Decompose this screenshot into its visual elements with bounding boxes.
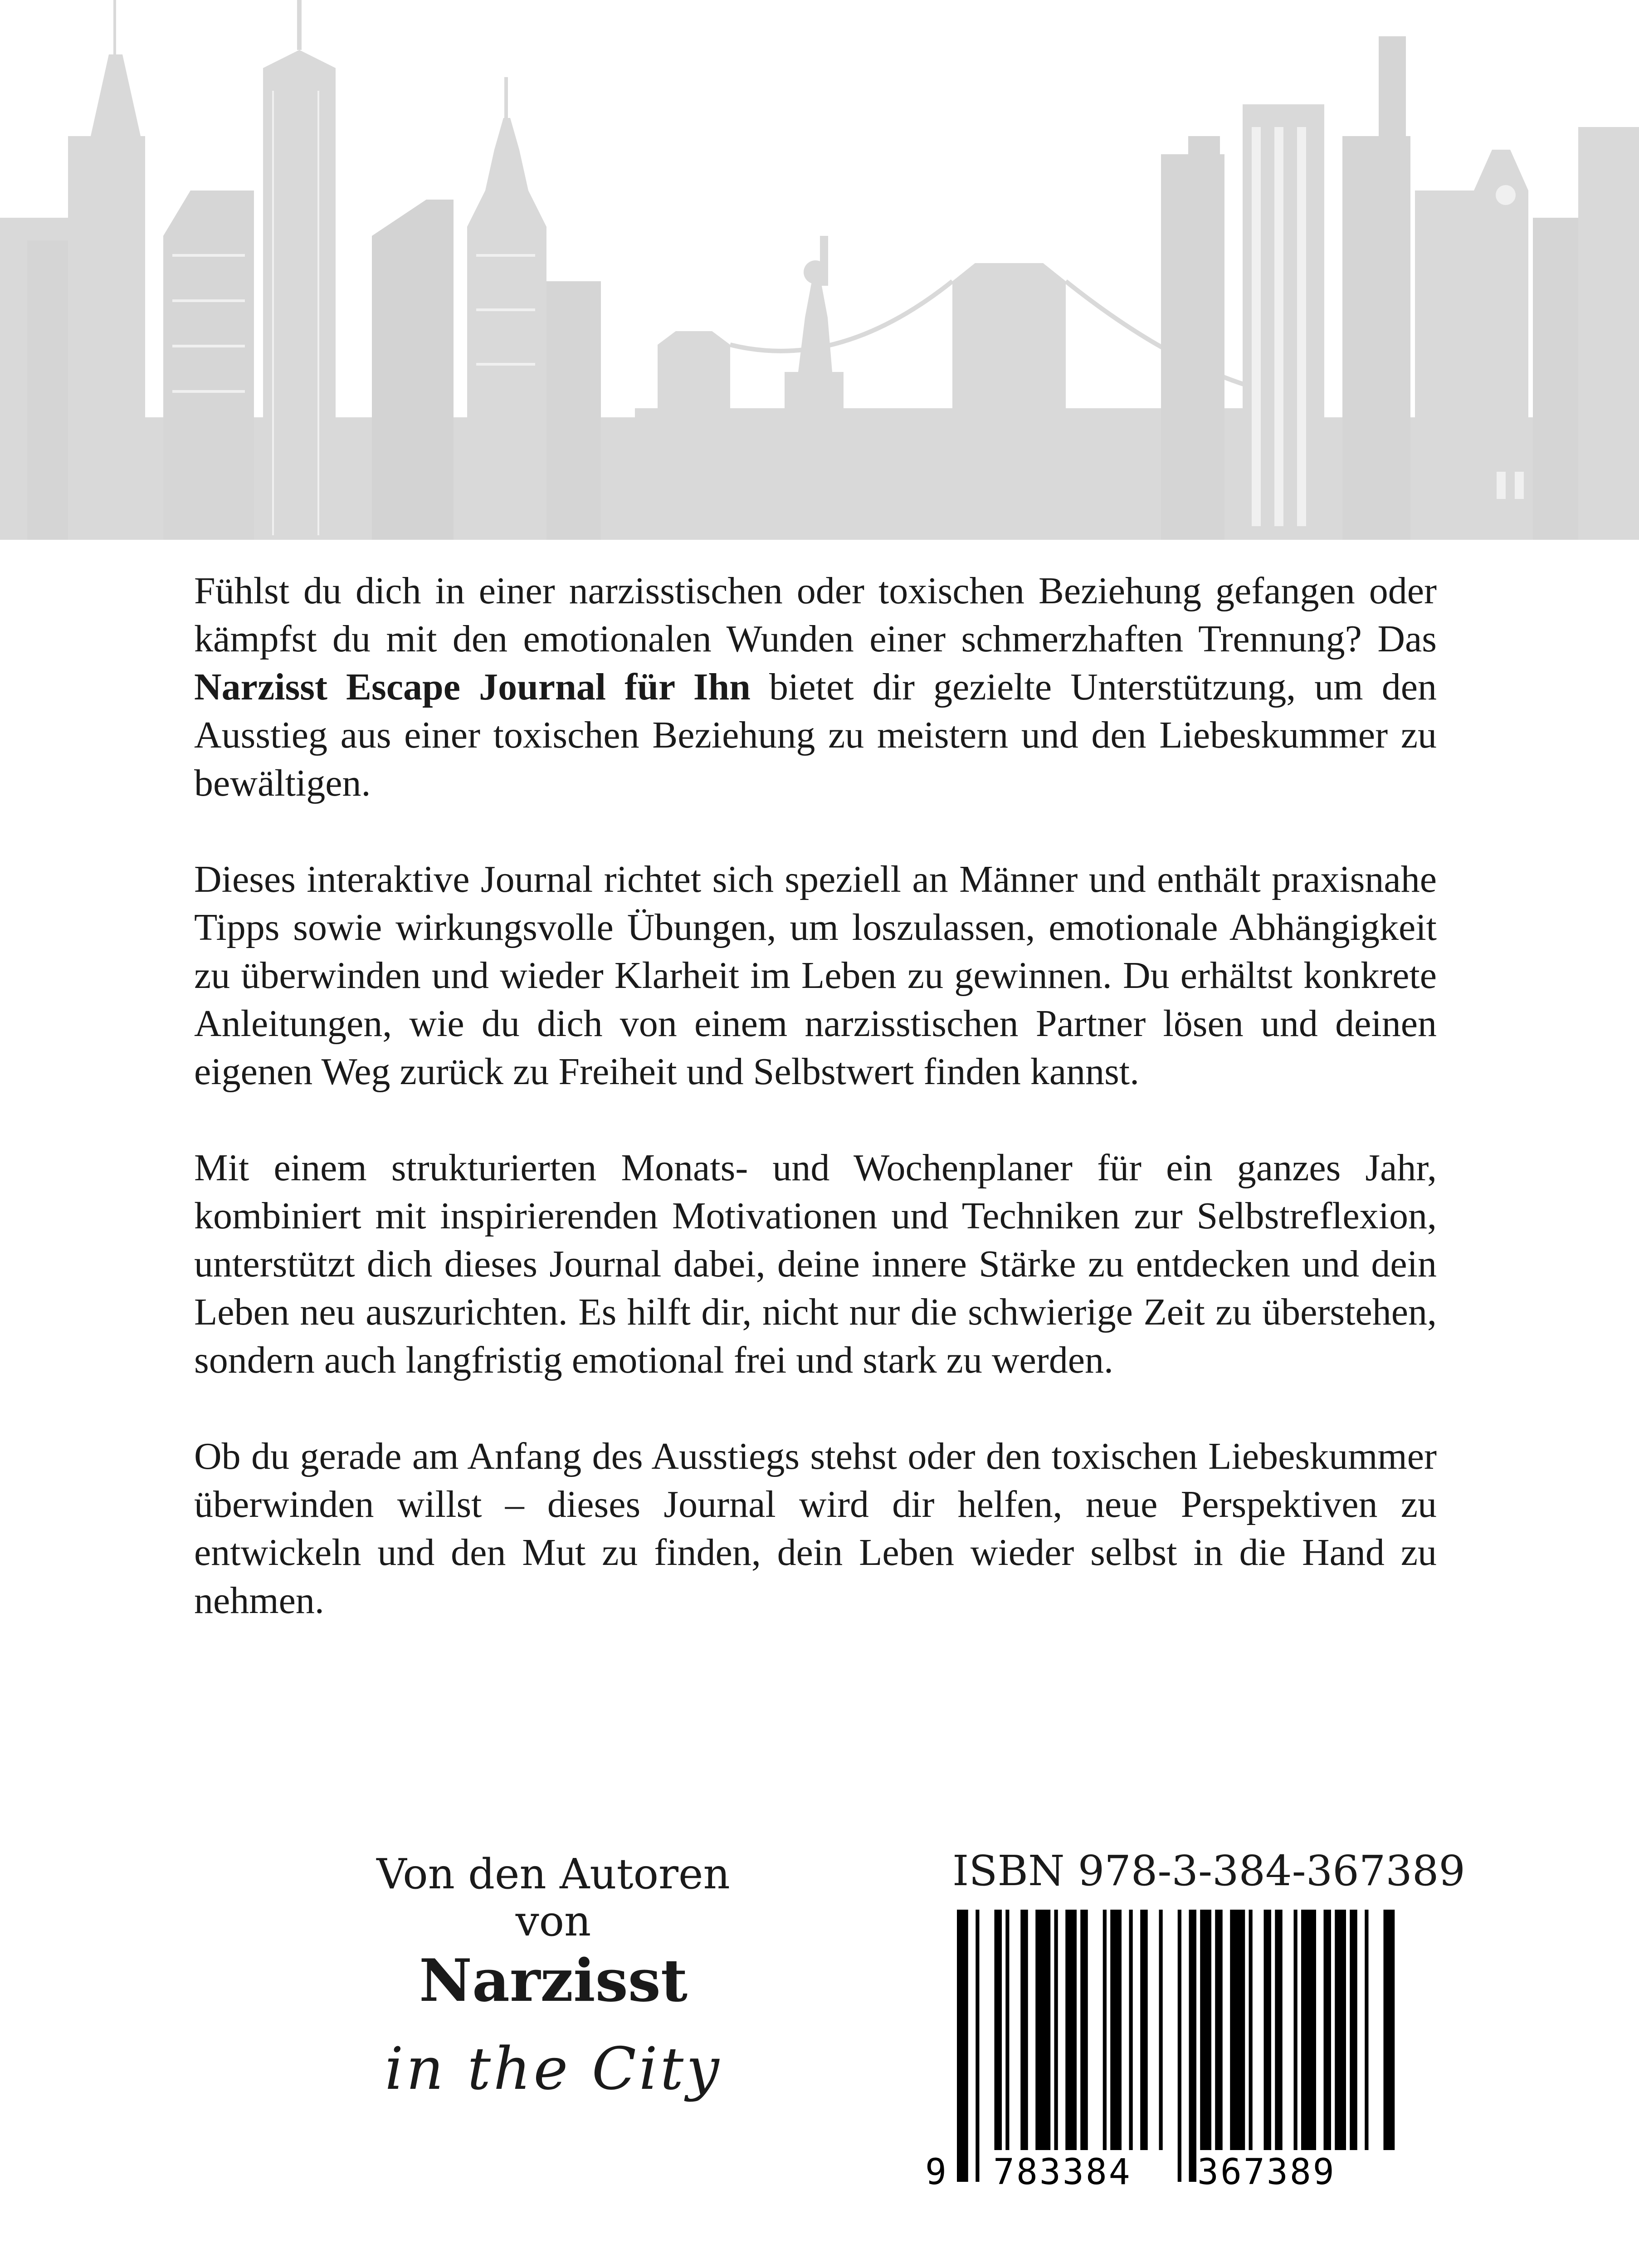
barcode-bar (1159, 1910, 1163, 2150)
barcode-digits-right: 367389 (1197, 2152, 1336, 2191)
authors-logo (327, 1851, 780, 2115)
barcode-bar (1215, 1910, 1223, 2150)
blurb-paragraph-3: Mit einem strukturierten Monats- und Wochenplaner für ein ganzes Jahr, kombiniert mit inspirierenden Motivationen und Techniken zur Selbstreflexion, unterstützt dich dieses Journal dabei, deine innere Stärke zu entdecken und dein Leben neu auszurichten. Es hilft dir, nicht nur die schwierige Zeit zu überstehen, sondern auch langfristig emotional frei und stark zu werden. (194, 1147, 1437, 1381)
barcode-bar (1384, 1910, 1395, 2150)
barcode-bar (1178, 1910, 1181, 2182)
barcode-bar (1103, 1910, 1107, 2150)
barcode-bar (1110, 1910, 1122, 2150)
authors-brand-script: in the City (385, 2035, 722, 2103)
barcode-bar (1230, 1910, 1245, 2150)
barcode-bar (1264, 1910, 1272, 2150)
authors-line-1: Von den Autoren (376, 1850, 730, 1898)
barcode-bar (1035, 1910, 1050, 2150)
barcode-bar (1189, 1910, 1197, 2182)
barcode-bar (995, 1910, 1002, 2150)
isbn-label: ISBN 978-3-384-367389 (952, 1847, 1465, 1895)
authors-brand-name: Narzisst (419, 1947, 688, 2015)
barcode-bar (1365, 1910, 1368, 2150)
blurb-paragraph-4: Ob du gerade am Anfang des Ausstiegs stehst oder den toxischen Liebeskummer überwinden willst – dieses Journal wird dir helfen, neue Perspektiven zu entwickeln und den Mut zu finden, dein Leben wieder selbst in die Hand zu nehmen. (194, 1435, 1437, 1622)
barcode-bar (1275, 1910, 1283, 2150)
barcode-bar (1301, 1910, 1316, 2150)
blurb-paragraph-1: Fühlst du dich in einer narzisstischen oder toxischen Beziehung gefangen oder kämpfst du mit den emotionalen Wunden einer schmerzhaften Trennung? Das Narzisst Escape Journal für Ihn bietet dir gezielte Unterstützung, um den Ausstieg aus einer toxischen Beziehung zu meistern und den Liebeskummer zu bewältigen. (194, 570, 1437, 804)
barcode-digit-first: 9 (925, 2152, 946, 2191)
authors-line-2: von (515, 1897, 591, 1945)
barcode-bar (1249, 1910, 1253, 2150)
barcode-bar (1054, 1910, 1058, 2150)
barcode-bar (1065, 1910, 1077, 2150)
barcode-digits-left: 783384 (993, 2152, 1132, 2191)
barcode-bar (1020, 1910, 1028, 2150)
isbn-barcode-block (907, 1846, 1465, 2191)
barcode-bar (976, 1910, 979, 2182)
ean-13-barcode-icon (907, 1910, 1406, 2191)
barcode-bar (1129, 1910, 1133, 2150)
new-york-skyline-illustration (0, 0, 1639, 540)
barcode-bar (957, 1910, 968, 2182)
barcode-bar (1080, 1910, 1088, 2150)
journal-title-bold: Narzisst Escape Journal für Ihn (194, 666, 751, 708)
barcode-bar (1200, 1910, 1211, 2150)
back-cover-blurb (194, 567, 1437, 1673)
barcode-bar (1005, 1910, 1009, 2150)
blurb-paragraph-2: Dieses interaktive Journal richtet sich speziell an Männer und enthält praxisnahe Tipps sowie wirkungsvolle Übungen, um loszulassen, emotionale Abhängigkeit zu überwinden und wieder Klarheit im Leben zu gewinnen. Du erhältst konkrete Anleitungen, wie du dich von einem narzisstischen Partner lösen und deinen eigenen Weg zurück zu Freiheit und Selbstwert finden kannst. (194, 858, 1437, 1093)
barcode-bar (1294, 1910, 1298, 2150)
barcode-bar (1324, 1910, 1332, 2150)
barcode-bar (1140, 1910, 1148, 2150)
barcode-bar (1350, 1910, 1357, 2150)
barcode-bar (1335, 1910, 1346, 2150)
